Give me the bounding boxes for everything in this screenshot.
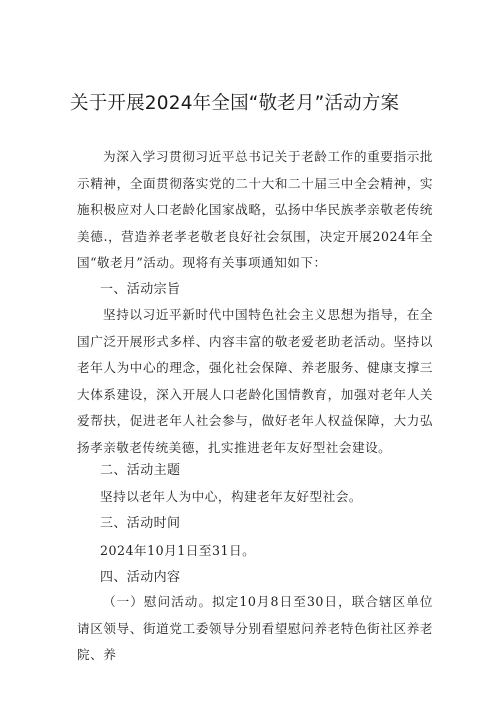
section-text-time: 2024年10月1日至31日。 [100, 543, 256, 558]
section-heading-content: 四、活动内容 [100, 570, 181, 585]
document-title: 关于开展2024年全国“敬老月”活动方案 [70, 93, 400, 114]
section-text-purpose: 坚持以习近平新时代中国特色社会主义思想为指导，在全国广泛开展形式多样、内容丰富的敬老爱老助老活动。坚持以老年人为中心的理念，强化社会保障、养老服务、健康支撑三大体系建设，深入开展人口老龄化国情教育，加强对老年人关爱帮扶，促进老年人社会参与，做好老年人权益保障，大力弘扬孝亲敬老传统美德，扎实推进老年友好型社会建设。 [77, 307, 433, 455]
section-text-content: （一）慰问活动。拟定10月8日至30日，联合辖区单位请区领导、街道党工委领导分别看望慰问养老特色街社区养老院、养 [77, 594, 433, 663]
section-text-theme: 坚持以老年人为中心，构建老年友好型社会。 [100, 489, 362, 504]
section-heading-theme: 二、活动主题 [100, 463, 181, 478]
section-heading-time: 三、活动时间 [100, 516, 181, 531]
intro-text: 为深入学习贯彻习近平总书记关于老龄工作的重要指示批示精神，全面贯彻落实党的二十大和二十届三中全会精神，实施积极应对人口老龄化国家战略，弘扬中华民族孝亲敬老传统美德.，营造养老孝老敬老良好社会氛围，决定开展2024年全国“敬老月”活动。现将有关事项通知如下： [77, 149, 433, 271]
section-body-content [77, 589, 433, 669]
intro-paragraph [77, 144, 433, 277]
section-body-purpose [77, 302, 433, 462]
section-heading-purpose: 一、活动宗旨 [100, 282, 181, 297]
